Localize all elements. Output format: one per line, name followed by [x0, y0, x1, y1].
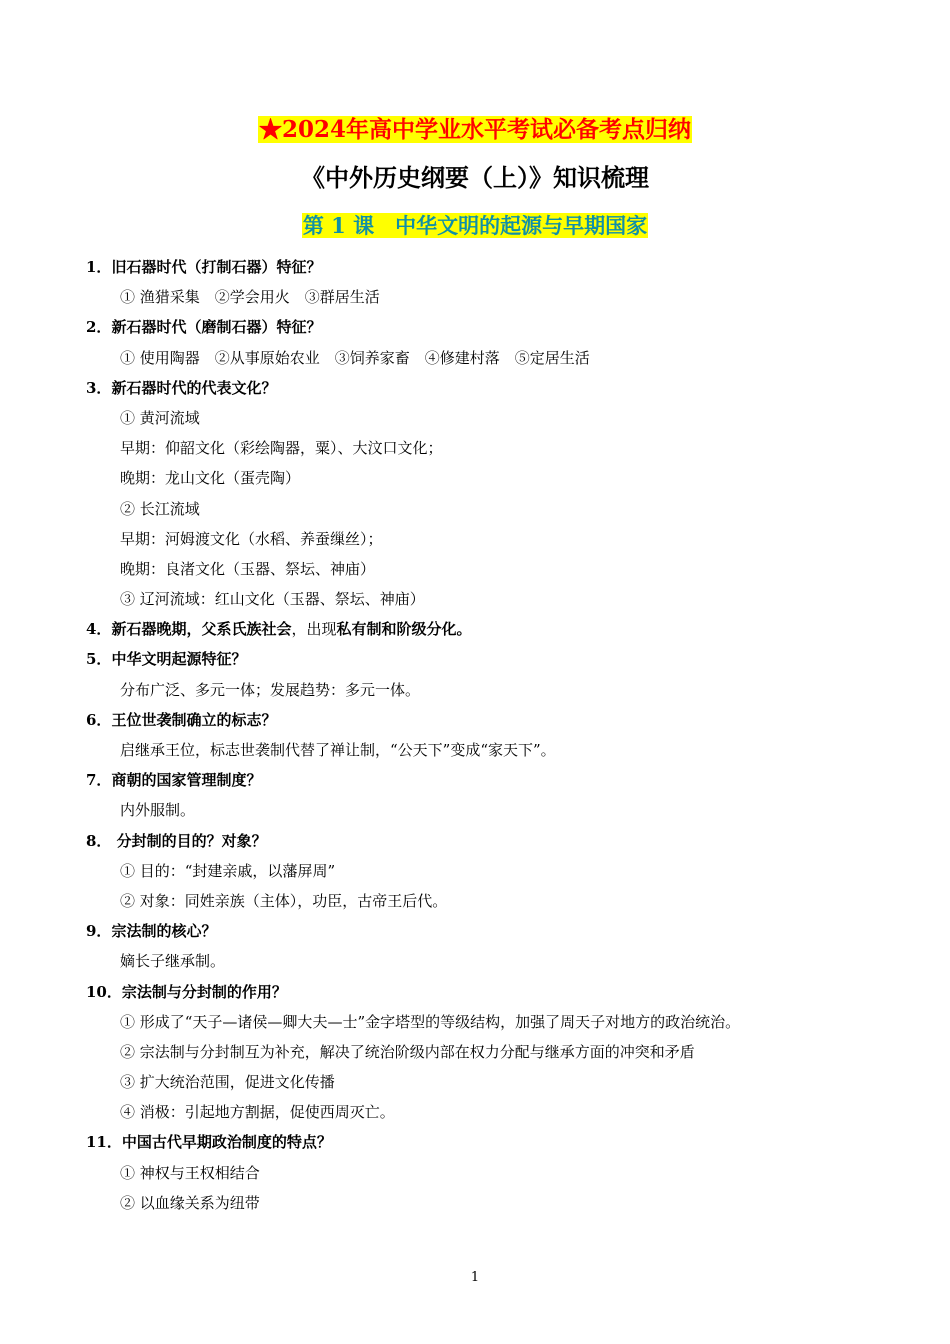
answer-line: ① 黄河流域	[120, 408, 200, 427]
answer-line: 启继承王位，标志世袭制代替了禅让制，“公天下”变成“家天下”。	[120, 741, 556, 759]
answer-line: 早期：河姆渡文化（水稻、养蚕缫丝）；	[120, 529, 383, 548]
answer-line: ② 以血缘关系为纽带	[120, 1193, 260, 1212]
question-8: 8． 分封制的目的？对象？	[86, 831, 267, 850]
answer-line: ② 宗法制与分封制互为补充，解决了统治阶级内部在权力分配与继承方面的冲突和矛盾	[120, 1042, 695, 1061]
answer-line: ① 使用陶器 ②从事原始农业 ③饲养家畜 ④修建村落 ⑤定居生活	[120, 348, 590, 367]
question-10: 10．宗法制与分封制的作用？	[86, 982, 287, 1001]
question-1: 1．旧石器时代（打制石器）特征？	[86, 258, 322, 276]
statement-4: 4．新石器晚期，父系氏族社会，出现私有制和阶级分化。	[86, 620, 472, 639]
question-3: 3．新石器时代的代表文化？	[86, 378, 277, 397]
answer-line: ④ 消极：引起地方割据，促使西周灭亡。	[120, 1103, 395, 1122]
question-2: 2．新石器时代（磨制石器）特征？	[86, 318, 322, 337]
answer-line: 内外服制。	[120, 801, 196, 820]
answer-line: ① 神权与王权相结合	[120, 1163, 260, 1182]
main-title: ★2024年高中学业水平考试必备考点归纳	[258, 116, 691, 143]
lesson-title: 第 1 课 中华文明的起源与早期国家	[302, 213, 648, 238]
answer-line: ② 对象：同姓亲族（主体），功臣，古帝王后代。	[120, 891, 448, 910]
answer-line: ① 形成了“天子—诸侯—卿大夫—士”金字塔型的等级结构，加强了周天子对地方的政治统治。	[120, 1012, 741, 1031]
answer-line: 分布广泛、多元一体；发展趋势：多元一体。	[120, 680, 421, 699]
question-11: 11．中国古代早期政治制度的特点？	[86, 1133, 332, 1152]
question-6: 6．王位世袭制确立的标志？	[86, 710, 277, 729]
page-number: 1	[470, 1270, 480, 1285]
answer-line: 早期：仰韶文化（彩绘陶器，粟）、大汶口文化；	[120, 439, 443, 458]
question-9: 9．宗法制的核心？	[86, 922, 217, 941]
answer-line: ③ 扩大统治范围，促进文化传播	[120, 1073, 335, 1092]
sub-title: 《中外历史纲要（上）》知识梳理	[301, 163, 649, 192]
content-body	[86, 252, 886, 1218]
answer-line: ① 渔猎采集 ②学会用火 ③群居生活	[120, 288, 380, 307]
answer-line: ② 长江流域	[120, 499, 200, 518]
answer-line: 晚期：良渚文化（玉器、祭坛、神庙）	[120, 559, 376, 578]
answer-line: ① 目的：“封建亲戚，以藩屏周”	[120, 861, 336, 880]
answer-line: ③ 辽河流域：红山文化（玉器、祭坛、神庙）	[120, 590, 425, 609]
question-7: 7．商朝的国家管理制度？	[86, 771, 262, 790]
answer-line: 晚期：龙山文化（蛋壳陶）	[120, 469, 301, 488]
answer-line: 嫡长子继承制。	[120, 952, 226, 971]
question-5: 5．中华文明起源特征？	[86, 650, 247, 669]
